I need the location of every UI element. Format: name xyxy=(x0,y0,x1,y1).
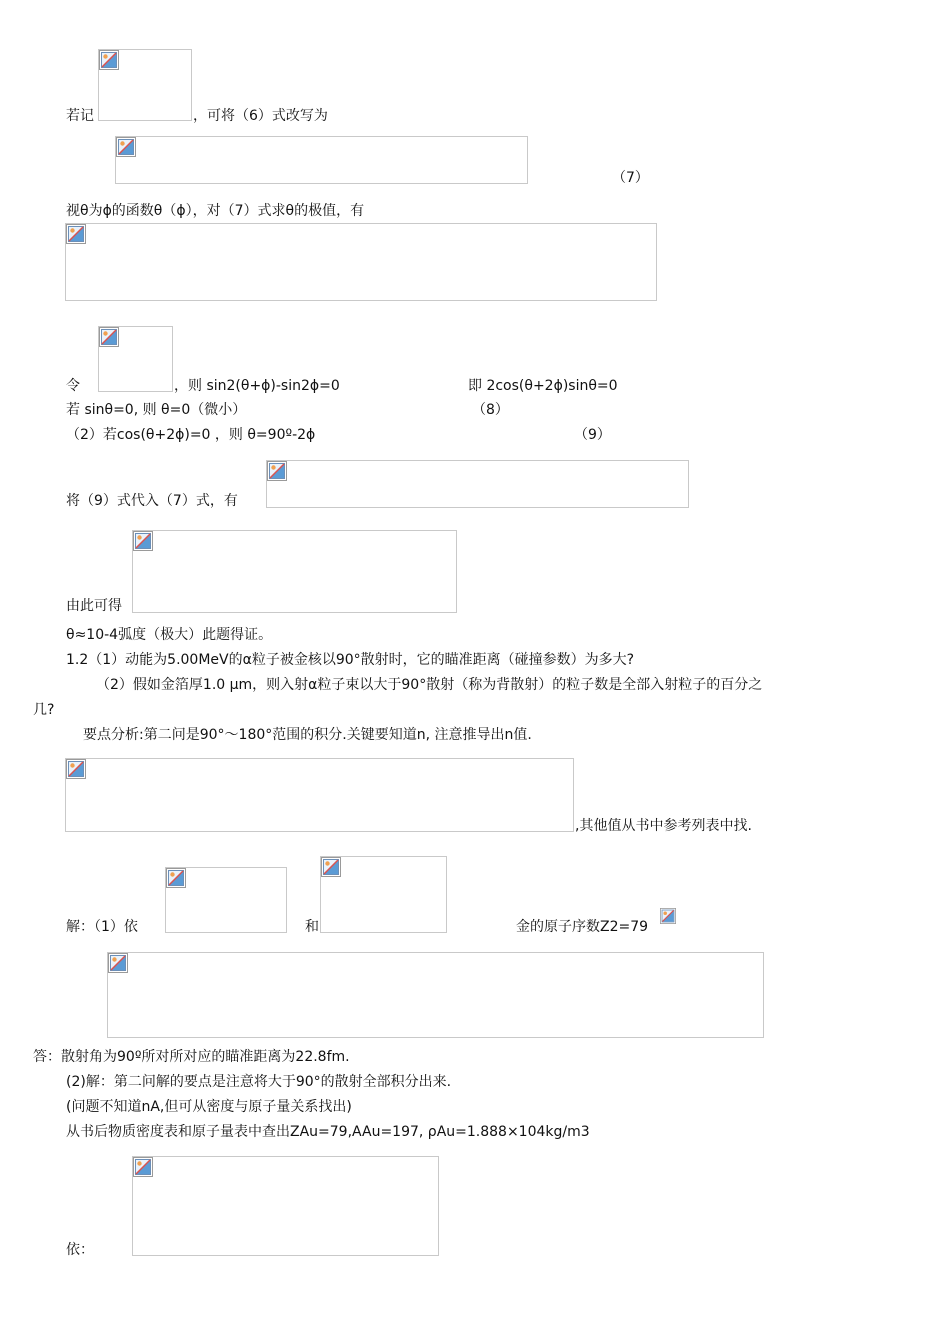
formula-image xyxy=(65,758,574,832)
text-line: （2）若cos(θ+2ϕ)=0 ，则 θ=90º-2ϕ xyxy=(66,427,316,443)
text-line: 视θ为ϕ的函数θ（ϕ），对（7）式求θ的极值，有 xyxy=(66,203,365,219)
text-line: 1.2（1）动能为5.00MeV的α粒子被金核以90°散射时，它的瞄准距离（碰撞参数）为多大? xyxy=(66,652,635,668)
text-line: 若 sinθ=0, 则 θ=0（微小） xyxy=(66,402,247,418)
formula-image xyxy=(266,460,689,508)
text-line: 几? xyxy=(33,702,55,718)
broken-image-icon xyxy=(133,531,153,551)
broken-image-icon xyxy=(321,857,341,877)
text-line: ，可将（6）式改写为 xyxy=(193,108,328,124)
text-line: 答：散射角为90º所对所对应的瞄准距离为22.8fm. xyxy=(33,1049,350,1065)
formula-image xyxy=(65,223,657,301)
broken-image-icon xyxy=(99,327,119,347)
equation-number: （9） xyxy=(574,427,611,443)
text-line: θ≈10-4弧度（极大）此题得证。 xyxy=(66,627,273,643)
text-line: （2）假如金箔厚1.0 μm，则入射α粒子束以大于90°散射（称为背散射）的粒子数是全部入射粒子的百分之 xyxy=(96,677,763,693)
broken-image-icon xyxy=(166,868,186,888)
formula-image xyxy=(165,867,287,933)
formula-image xyxy=(115,136,528,184)
text-line: 要点分析:第二问是90°～180°范围的积分.关键要知道n, 注意推导出n值. xyxy=(83,727,532,743)
formula-image xyxy=(132,530,457,613)
equation-number: （8） xyxy=(472,402,509,418)
text-line: 即 2cos(θ+2ϕ)sinθ=0 xyxy=(468,378,618,394)
broken-image-icon xyxy=(267,461,287,481)
text-line: ,其他值从书中参考列表中找. xyxy=(575,818,752,834)
text-line: 和 xyxy=(305,919,319,935)
broken-image-icon xyxy=(108,953,128,973)
text-line: (2)解：第二问解的要点是注意将大于90°的散射全部积分出来. xyxy=(66,1074,452,1090)
broken-image-icon xyxy=(133,1157,153,1177)
formula-image xyxy=(660,908,676,932)
broken-image-icon xyxy=(99,50,119,70)
formula-image xyxy=(98,49,192,121)
text-line: 解：（1）依 xyxy=(66,919,138,935)
text-line: 依： xyxy=(66,1242,94,1258)
broken-image-icon xyxy=(66,759,86,779)
broken-image-icon xyxy=(116,137,136,157)
text-line: (问题不知道nA,但可从密度与原子量关系找出) xyxy=(66,1099,352,1115)
broken-image-icon xyxy=(660,908,676,924)
text-line: 令 xyxy=(66,378,80,394)
text-line: 将（9）式代入（7）式，有 xyxy=(66,493,238,509)
text-line: 若记 xyxy=(66,108,94,124)
formula-image xyxy=(98,326,173,392)
text-line: ，则 sin2(θ+ϕ)-sin2ϕ=0 xyxy=(174,378,340,394)
formula-image xyxy=(107,952,764,1038)
equation-number: （7） xyxy=(612,170,649,186)
broken-image-icon xyxy=(66,224,86,244)
text-line: 由此可得 xyxy=(66,598,122,614)
text-line: 金的原子序数Z2=79 xyxy=(516,919,649,935)
formula-image xyxy=(132,1156,439,1256)
text-line: 从书后物质密度表和原子量表中查出ZAu=79,AAu=197, ρAu=1.888×104kg/m3 xyxy=(66,1124,590,1140)
formula-image xyxy=(320,856,447,933)
